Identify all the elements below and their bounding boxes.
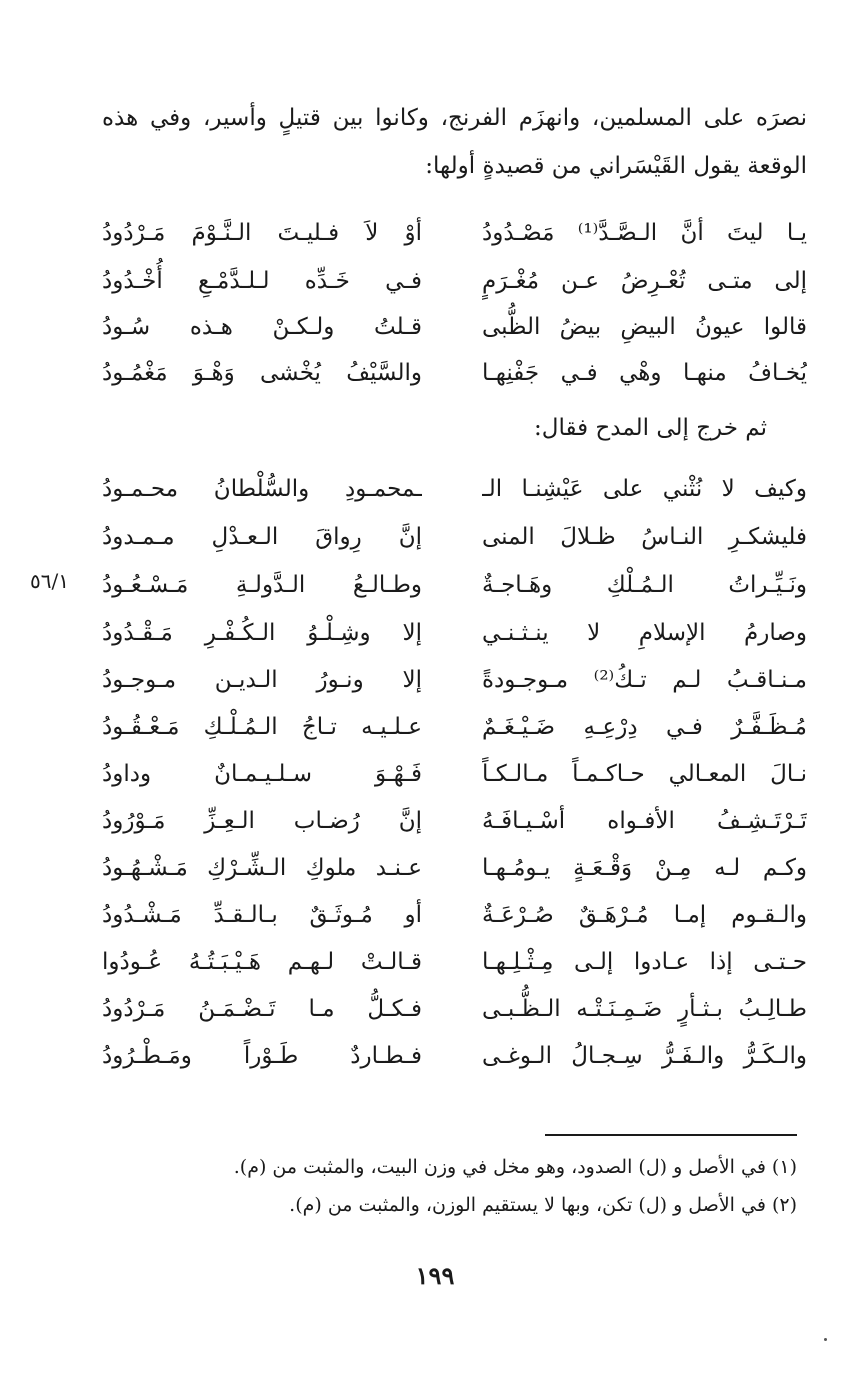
margin-manuscript-reference: ٥٦/١ [30,569,69,593]
verse-line [102,1031,807,1081]
verse-line [102,512,807,562]
verse-line [102,749,807,799]
prose-paragraph [102,94,807,190]
verse-line [102,560,807,610]
verse-line [102,348,807,398]
verse-first-hemistich: إلى متـى تُعْـرِضُ عـن مُغْـرَمٍ [482,268,807,294]
verse-first-hemistich: فليشكـرِ النـاسُ ظـلالَ المنى [482,524,807,550]
verse-second-hemistich: فَـهْـوَ سـلـيـمـانٌ وداودُ [102,761,422,787]
verse-line [102,843,807,893]
verse-second-hemistich: إلا ونـورُ الـديـن مـوجـودُ [102,667,422,693]
verse-line [102,937,807,987]
prose-line: نصرَه على المسلمين، وانهزَم الفرنج، وكانوا بين قتيلٍ وأسير، وفي هذه [102,105,807,131]
footnote-divider [545,1134,797,1136]
scan-speck [824,1338,827,1341]
verse-first-hemistich: حـتـى إذا عـادوا إلـى مِـثْـلِـهـا [482,949,807,975]
verse-second-hemistich: فـي خَـدِّه لـلـدَّمْـعِ أُخْـدُودُ [102,268,422,294]
verse-line [102,302,807,352]
verse-line [102,984,807,1034]
footnote: (١) في الأصل و (ل) الصدود، وهو مخل في وزن البيت، والمثبت من (م). [233,1156,797,1178]
verse-first-hemistich: تَـرْتَـشِـفُ الأفـواه أسْـيـافَـهُ [482,808,807,834]
page-number: ١٩٩ [415,1261,455,1290]
verse-first-hemistich: والـقـوم إمـا مُـرْهَـقٌ صُـرْعَـةٌ [482,902,807,928]
verse-line [102,464,807,514]
verse-line [102,608,807,658]
verse-first-hemistich: يُخـافُ منهـا وهْي فـي جَفْنِهـا [482,360,807,386]
verse-line [102,208,807,258]
verse-first-hemistich: قالوا عيونُ البيضِ بيضُ الظُّبى [482,314,807,340]
footnote: (٢) في الأصل و (ل) تكن، وبها لا يستقيم الوزن، والمثبت من (م). [289,1194,797,1216]
verse-second-hemistich: قـالـتْ لـهـم هَـيْـبَـتُـهُ عُـودُوا [102,949,422,975]
verse-line [102,655,807,705]
verse-second-hemistich: قـلتُ ولـكـنْ هـذه سُـودُ [102,314,422,340]
verse-first-hemistich: مُـظَـفَّـرٌ فـي دِرْعِـهِ ضَـيْـغَـمٌ [482,714,807,740]
verse-second-hemistich: أو مُـوثَـقٌ بـالـقـدِّ مَـشْـدُودُ [102,902,422,928]
verse-second-hemistich: ـمحمـودِ والسُّلْطانُ محـمـودُ [102,476,422,502]
verse-second-hemistich: فـكـلُّ مـا تَـضْـمَـنُ مَـرْدُودُ [102,996,422,1022]
verse-first-hemistich: وصارمُ الإسلامِ لا ينـثـنـي [482,620,807,646]
prose-line: الوقعة يقول القَيْسَراني من قصيدةٍ أولها: [425,153,807,179]
verse-second-hemistich: إلا وشِـلْـوُ الـكُـفْـرِ مَـقْـدُودُ [102,620,422,646]
verse-line [102,796,807,846]
verse-second-hemistich: وطـالـعُ الـدَّولـةِ مَـسْـعُـودُ [102,572,422,598]
section-intro-line: ثم خرج إلى المدح فقال: [534,415,767,441]
verse-first-hemistich: نـالَ المعـالي حـاكـمـاً مـالـكـاً [482,761,807,787]
verse-second-hemistich: إنَّ رُضـاب الـعِـزِّ مَـوْرُودُ [102,808,422,834]
verse-second-hemistich: عـلـيـه تـاجُ الـمُـلْـكِ مَـعْـقُـودُ [102,714,422,740]
verse-first-hemistich: يـا ليتَ أنَّ الـصَّـدَّ⁽¹⁾ مَصْـدُودُ [482,220,807,246]
verse-first-hemistich: طـالِـبُ بـثـأرٍ ضَـمِـنَـتْـه الـظُّـبـى [482,996,807,1022]
verse-second-hemistich: فـطـاردٌ طَـوْراً ومَـطْـرُودُ [102,1043,422,1069]
verse-line [102,890,807,940]
verse-second-hemistich: إنَّ رِواقَ الـعـدْلِ مـمـدودُ [102,524,422,550]
verse-first-hemistich: وكيف لا نُثْني على عَيْشِنـا الـ [482,476,807,502]
verse-first-hemistich: مـنـاقـبُ لـم تـكُ⁽²⁾ مـوجـودةً [482,667,807,693]
verse-line [102,702,807,752]
verse-first-hemistich: وكـم لـه مِـنْ وَقْـعَـةٍ يـومُـهـا [482,855,807,881]
verse-first-hemistich: والـكَـرُّ والـفَـرُّ سِـجـالُ الـوغـى [482,1043,807,1069]
verse-second-hemistich: أوْ لاَ فـليـتَ الـنَّـوْمَ مَـرْدُودُ [102,220,422,246]
verse-second-hemistich: عـنـد ملوكِ الـشِّـرْكِ مَـشْـهُـودُ [102,855,422,881]
verse-first-hemistich: ونَـيِّـراتُ الـمُـلْكِ وهَـاجـةٌ [482,572,807,598]
verse-second-hemistich: والسَّيْفُ يُخْشى وَهْـوَ مَغْمُـودُ [102,360,422,386]
verse-line [102,256,807,306]
